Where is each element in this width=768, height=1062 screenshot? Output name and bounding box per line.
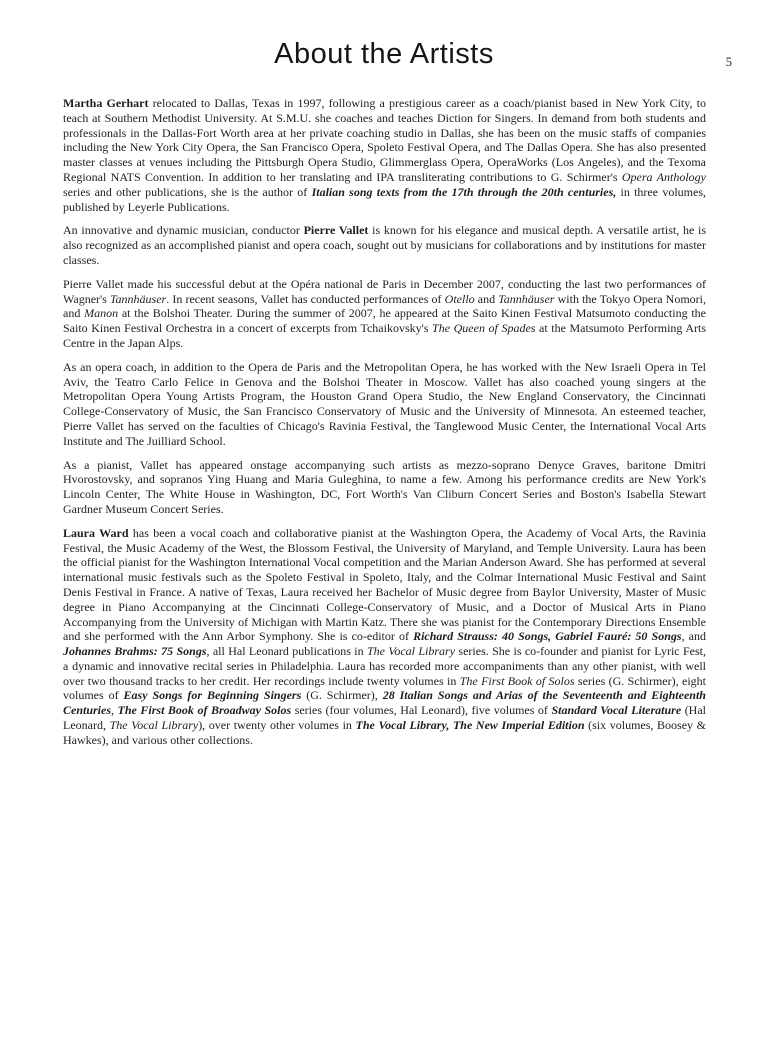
text-run: at the Bolshoi Theater. During the summer of 2007, he appeared at the Saito Kinen Festival Matsumoto conducting the Saito Kinen Festival Orchestra in a concert of excerpts from Tchaikovsky's — [63, 306, 706, 336]
text-run: (Hal Leonard, — [63, 703, 707, 733]
text-run: The First Book of Broadway Solos — [117, 703, 292, 718]
text-run: The First Book of Solos — [459, 673, 575, 688]
text-run: Manon — [84, 306, 119, 321]
text-run: The Vocal Library — [109, 718, 199, 733]
text-run: As an opera coach, in addition to the Opera de Paris and the Metropolitan Opera, he has worked with the New Israeli Opera in Tel Aviv, the Teatro Carlo Felice in Genova and the Bolshoi Theater in Moscow. Vallet has also coached young singers at the Metropolitan Opera Young Artists Program, the Houston Grand Opera Studio, the New England Conservatory, the Cincinnati College-Conservatory of Music, the San Francisco Conservatory of Music and the University of Minnesota. An esteemed teacher, Pierre Vallet has served on the faculties of Chicago's Ravinia Festival, the Tanglewood Music Center, the International Vocal Arts Institute and The Juilliard School. — [63, 359, 706, 448]
text-run: An innovative and dynamic musician, conductor — [63, 223, 304, 238]
text-run: series. She is co-founder and pianist for Lyric Fest, a dynamic and innovative recital series in Philadelphia. Laura has recorded more accompaniments than any other pianist, with well over two thousand tracks to her credit. Her recordings include twenty volumes in — [63, 644, 706, 688]
text-run: with the Tokyo Opera Nomori, and — [63, 291, 707, 321]
text-run: in three volumes, published by Leyerle Publications. — [63, 184, 706, 214]
page-content — [0, 96, 768, 748]
text-run: Pierre Vallet made his successful debut at the Opéra national de Paris in December 2007, conducting the last two performances of Wagner's — [63, 276, 706, 306]
text-run: has been a vocal coach and collaborative pianist at the Washington Opera, the Academy of Vocal Arts, the Ravinia Festival, the Music Academy of the West, the Blossom Festival, the University of Maryland, and Temple University. Laura has been the official pianist for the Washington International Vocal competition and the Marian Anderson Award. She has performed at several international music festivals such as the Spoleto Festival in Spoleto, Italy, and the Colmar International Music Festival and Saint Denis Festival in France. A native of Texas, Laura received her Bachelor of Music degree from Baylor University, Master of Music degree in Piano Accompanying at the Cincinnati College-Conservatory of Music, and a Doctor of Musical Arts in Piano Accompanying from the University of Michigan with Martin Katz. There she was pianist for the Contemporary Directions Ensemble and she performed with the Ann Arbor Symphony. She is co-editor of — [63, 525, 707, 644]
text-run: Pierre Vallet — [303, 223, 369, 238]
text-run: As a pianist, Vallet has appeared onstage accompanying such artists as mezzo-soprano Denyce Graves, baritone Dmitri Hvorostovsky, and sopranos Ying Huang and Maria Guleghina, to name a few. Among his performance credits are New York's Lincoln Center, The White House in Washington, DC, Fort Worth's Van Cliburn Concert Series and Boston's Isabella Stewart Gardner Museum Concert Series. — [63, 457, 706, 516]
text-run: Standard Vocal Literature — [551, 703, 682, 718]
text-run: series (four volumes, Hal Leonard), five volumes of — [291, 703, 552, 718]
para-vallet-coach — [63, 360, 706, 449]
text-run: Tannhäuser — [109, 291, 167, 306]
para-laura-ward — [63, 526, 706, 748]
text-run: Tannhäuser — [498, 291, 555, 306]
text-run: relocated to Dallas, Texas in 1997, following a prestigious career as a coach/pianist based in New York City, to teach at Southern Methodist University. At S.M.U. she coaches and teaches Diction for Singers. In demand from both students and professionals in the Dallas-Fort Worth area at her private coaching studio in Dallas, she has been on the music staffs of companies including the New York City Opera, the San Francisco Opera, Spoleto Festival Opera, and The Dallas Opera. She has also presented master classes at venues including the Pittsburgh Opera Studio, Glimmerglass Opera, OperaWorks (Los Angeles), and the Texoma Regional NATS Convention. In addition to her translating and IPA transliterating contributions to G. Schirmer's — [63, 96, 707, 184]
text-run: at the Matsumoto Performing Arts Centre in the Japan Alps. — [63, 321, 706, 350]
text-run: , all Hal Leonard publications in — [206, 644, 367, 659]
text-run: and — [474, 291, 499, 306]
page-number: 5 — [725, 55, 732, 69]
text-run: Easy Songs for Beginning Singers — [123, 688, 302, 703]
para-martha-gerhart — [63, 96, 706, 214]
text-run: The Vocal Library — [366, 644, 456, 659]
text-run: Martha Gerhart — [63, 96, 149, 110]
text-run: series (G. Schirmer), eight volumes of — [63, 673, 706, 703]
text-run: . In recent seasons, Vallet has conducted performances of — [166, 291, 445, 306]
text-run: is known for his elegance and musical depth. A versatile artist, he is also recognized as an accomplished pianist and opera coach, sought out by musicians for collaborations and by institutions for master classes. — [63, 223, 706, 267]
text-run: , and — [681, 629, 706, 644]
text-run: (six volumes, Boosey & Hawkes), and various other collections. — [63, 718, 706, 747]
para-vallet-intro — [63, 223, 706, 267]
text-run: Opera Anthology — [621, 169, 706, 184]
text-run: Johannes Brahms: 75 Songs — [63, 644, 207, 659]
text-run: The Queen of Spades — [432, 321, 536, 336]
text-run: , — [111, 703, 118, 718]
text-run: Richard Strauss: 40 Songs, Gabriel Fauré: 50 Songs — [413, 629, 682, 644]
text-run: ), over twenty other volumes in — [198, 718, 356, 733]
page-title: About the Artists — [274, 38, 494, 70]
text-run: The Vocal Library, The New Imperial Edition — [355, 718, 585, 733]
para-vallet-debut — [63, 277, 706, 351]
text-run: series and other publications, she is the author of — [63, 184, 312, 199]
para-vallet-pianist — [63, 458, 706, 517]
text-run: Italian song texts from the 17th through the 20th centuries, — [311, 184, 617, 199]
text-run: (G. Schirmer), — [301, 688, 383, 703]
text-run: Laura Ward — [63, 525, 129, 540]
text-run: Otello — [444, 291, 475, 306]
text-run: 28 Italian Songs and Arias of the Seventeenth and Eighteenth Centuries — [63, 688, 706, 718]
